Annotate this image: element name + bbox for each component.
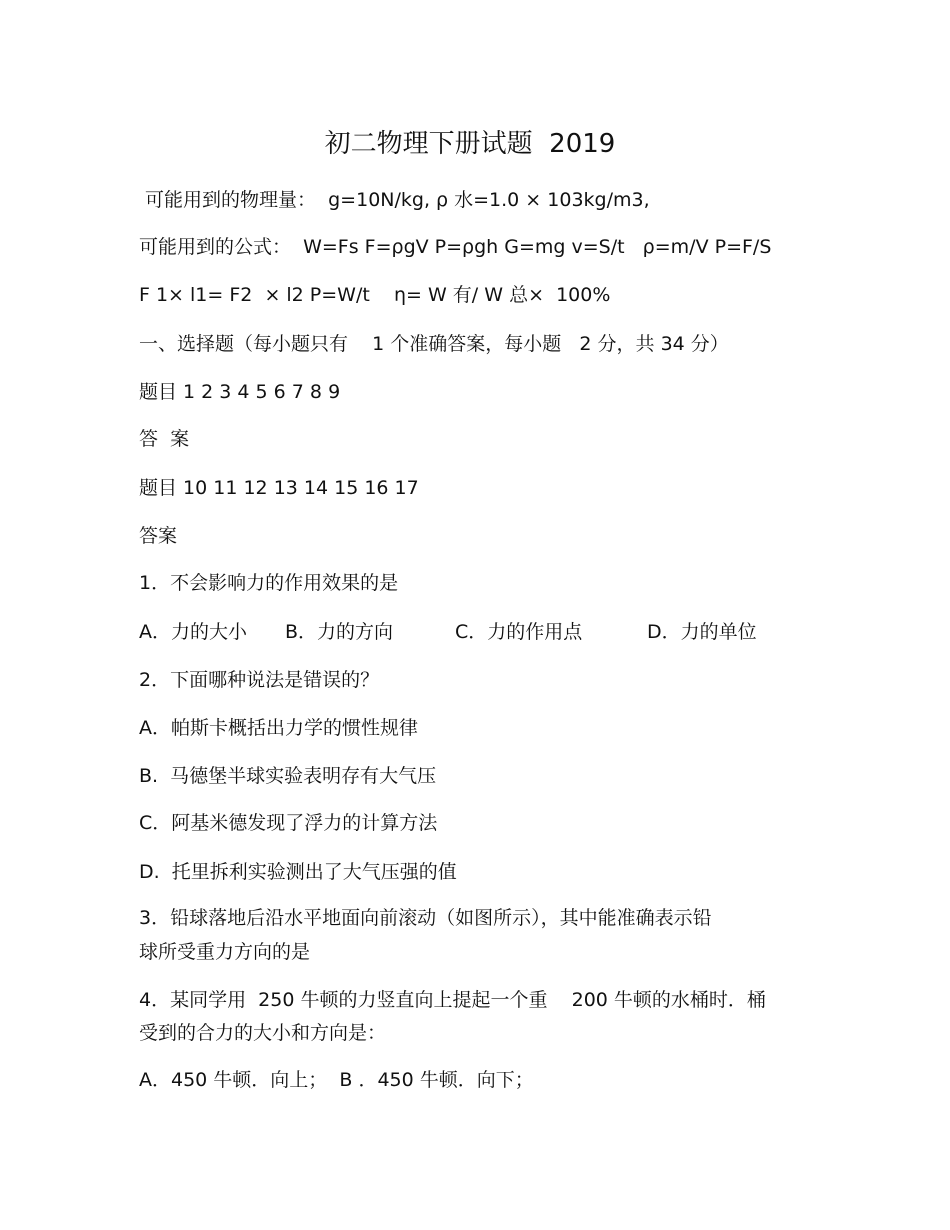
answer-grid-row1-label: 题目 1 2 3 4 5 6 7 8 9 [139, 381, 341, 403]
answer-grid-row1-answer: 答 案 [139, 428, 190, 450]
question-3-stem-line-2: 球所受重力方向的是 [139, 941, 311, 963]
formulas-line-2: F 1× l1= F2 × l2 P=W/t η= W 有/ W 总× 100% [139, 284, 611, 306]
page-title: 初二物理下册试题 2019 [324, 129, 616, 159]
answer-grid-row2-label: 题目 10 11 12 13 14 15 16 17 [139, 477, 419, 499]
question-3-stem-line-1: 3．铅球落地后沿水平地面向前滚动（如图所示），其中能准确表示铅 [139, 907, 712, 929]
question-2-option-a: A．帕斯卡概括出力学的惯性规律 [139, 717, 418, 739]
question-4-options: A．450 牛顿．向上； B ．450 牛顿．向下； [139, 1069, 534, 1091]
answer-grid-row2-answer: 答案 [139, 525, 178, 547]
question-4-stem-line-2: 受到的合力的大小和方向是： [139, 1022, 387, 1044]
section-heading: 一、选择题（每小题只有 1 个准确答案，每小题 2 分，共 34 分） [139, 333, 729, 355]
question-2-option-b: B. 马德堡半球实验表明存有大气压 [139, 765, 437, 787]
question-1-option-b: B．力的方向 [285, 621, 394, 643]
question-1-option-c: C．力的作用点 [455, 621, 583, 643]
formulas-line-1: 可能用到的公式： W=Fs F=ρgV P=ρgh G=mg v=S/t ρ=m/V P=F/S [139, 236, 772, 258]
question-1-option-d: D．力的单位 [647, 621, 757, 643]
question-4-stem-line-1: 4．某同学用 250 牛顿的力竖直向上提起一个重 200 牛顿的水桶时．桶 [139, 989, 766, 1011]
constants-line: 可能用到的物理量： g=10N/kg, ρ 水=1.0 × 103kg/m3, [139, 189, 650, 211]
question-2-stem: 2．下面哪种说法是错误的？ [139, 669, 380, 691]
question-1-stem: 1．不会影响力的作用效果的是 [139, 572, 399, 594]
question-2-option-d: D. 托里拆利实验测出了大气压强的值 [139, 861, 457, 883]
question-1-option-a: A．力的大小 [139, 621, 247, 643]
question-2-option-c: C．阿基米德发现了浮力的计算方法 [139, 812, 438, 834]
